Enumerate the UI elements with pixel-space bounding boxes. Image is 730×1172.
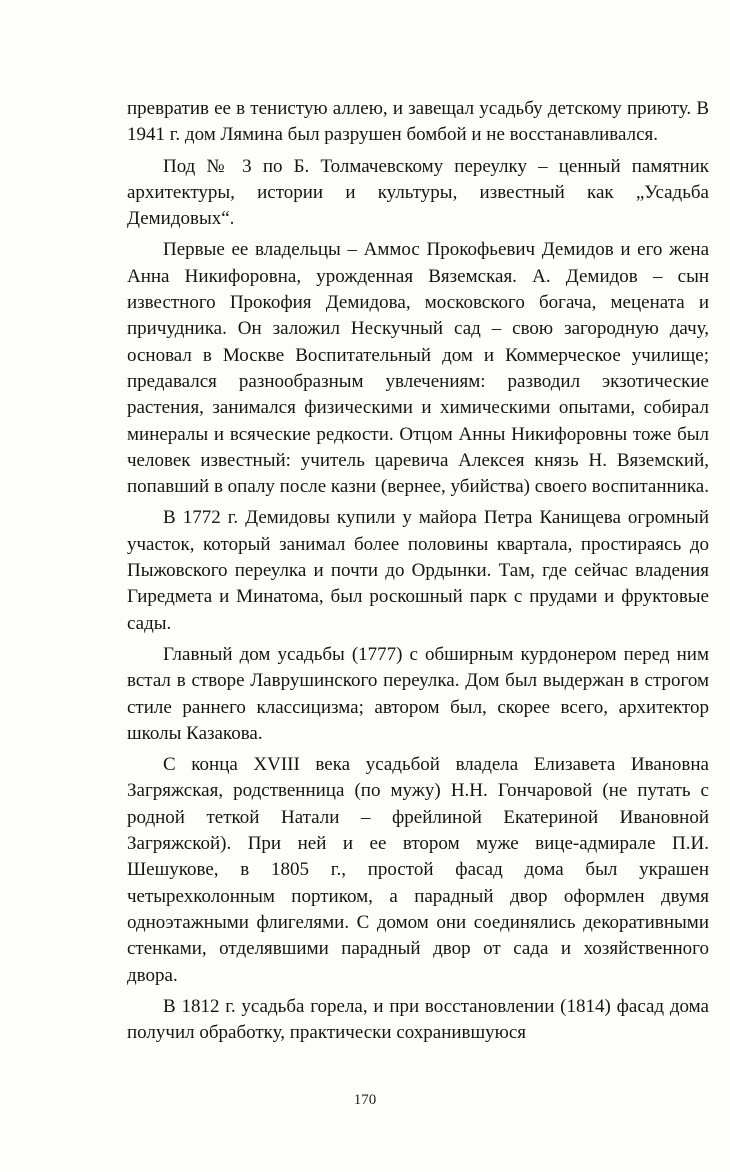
- paragraph: Главный дом усадьбы (1777) с обширным курдонером перед ним встал в створе Лаврушинского переулка. Дом был выдержан в строгом стиле раннего классицизма; автором был, скорее всего, архитектор школы Казакова.: [127, 643, 709, 744]
- page-number: 170: [353, 1092, 377, 1108]
- body-text: [127, 96, 709, 1051]
- paragraph: В 1772 г. Демидовы купили у майора Петра Канищева огромный участок, который занимал более половины квартала, простираясь до Пыжовского переулка и почти до Ордынки. Там, где сейчас владения Гиредмета и Минатома, был роскошный парк с прудами и фруктовые сады.: [127, 507, 709, 634]
- paragraph: превратив ее в тенистую аллею, и завещал усадьбу детскому приюту. В 1941 г. дом Лямина был разрушен бомбой и не восстанавливался.: [127, 98, 709, 146]
- paragraph: В 1812 г. усадьба горела, и при восстановлении (1814) фасад дома получил обработку, практически сохранившуюся: [127, 995, 709, 1044]
- paragraph: Первые ее владельцы – Аммос Прокофьевич Демидов и его жена Анна Никифоровна, урожденная Вяземская. А. Демидов – сын известного Прокофия Демидова, московского богача, мецената и причудника. Он заложил Нескучный сад – свою загородную дачу, основал в Москве Воспитательный дом и Коммерческое училище; предавался разнообразным увлечениям: разводил экзотические растения, занимался физическими и химическими опытами, собирал минералы и всяческие редкости. Отцом Анны Никифоровны тоже был человек известный: учитель царевича Алексея князь Н. Вяземский, попавший в опалу после казни (вернее, убийства) своего воспитанника.: [127, 239, 709, 498]
- paragraph: Под № 3 по Б. Толмачевскому переулку – ценный памятник архитектуры, истории и культуры, известный как „Усадьба Демидовых“.: [127, 155, 709, 230]
- paragraph: С конца XVIII века усадьбой владела Елизавета Ивановна Загряжская, родственница (по мужу) Н.Н. Гончаровой (не путать с родной теткой Натали – фрейлиной Екатериной Ивановной Загряжской). При ней и ее втором муже вице-адмирале П.И. Шешукове, в 1805 г., простой фасад дома был украшен четырехколонным портиком, а парадный двор оформлен двумя одноэтажными флигелями. С домом они соединялись декоративными стенками, отделявшими парадный двор от сада и хозяйственного двора.: [127, 754, 709, 986]
